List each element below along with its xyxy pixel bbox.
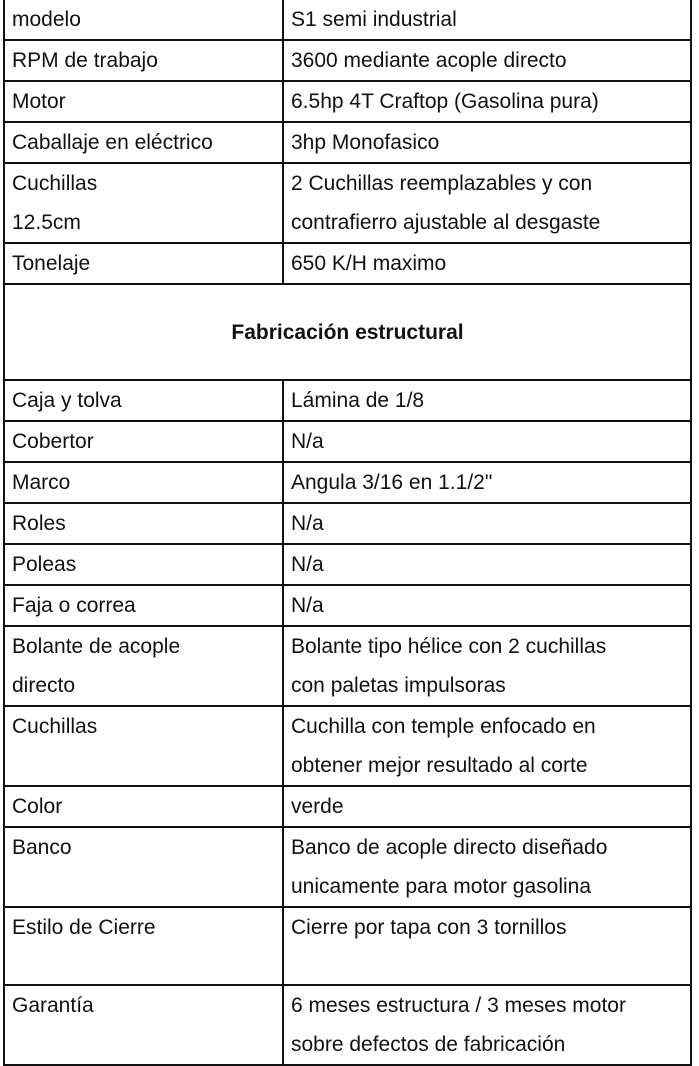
spec-value: Banco de acople directo diseñado unicamente para motor gasolina	[283, 827, 691, 907]
spec-label: Garantía	[4, 985, 283, 1065]
table-row	[4, 81, 691, 122]
spec-label: RPM de trabajo	[4, 40, 283, 81]
spec-value: Lámina de 1/8	[283, 380, 691, 421]
spec-value: Angula 3/16 en 1.1/2"	[283, 462, 691, 503]
spec-value: Bolante tipo hélice con 2 cuchillas con paletas impulsoras	[283, 626, 691, 706]
spec-label: Estilo de Cierre	[4, 907, 283, 985]
table-row	[4, 421, 691, 462]
spec-label: Roles	[4, 503, 283, 544]
spec-label: Poleas	[4, 544, 283, 585]
table-row	[4, 40, 691, 81]
spec-value: 2 Cuchillas reemplazables y con contrafierro ajustable al desgaste	[283, 163, 691, 243]
spec-value: 6.5hp 4T Craftop (Gasolina pura)	[283, 81, 691, 122]
table-row	[4, 544, 691, 585]
spec-value: N/a	[283, 421, 691, 462]
spec-value: N/a	[283, 585, 691, 626]
table-row	[4, 503, 691, 544]
spec-label: Cuchillas	[4, 706, 283, 786]
table-row	[4, 907, 691, 985]
spec-label: Tonelaje	[4, 243, 283, 284]
table-row	[4, 462, 691, 503]
spec-table	[3, 0, 692, 1066]
table-row	[4, 585, 691, 626]
table-row	[4, 985, 691, 1065]
spec-value: Cuchilla con temple enfocado en obtener mejor resultado al corte	[283, 706, 691, 786]
table-row	[4, 380, 691, 421]
spec-label: Color	[4, 786, 283, 827]
section-title: Fabricación estructural	[4, 284, 691, 380]
spec-value: N/a	[283, 503, 691, 544]
spec-value: Cierre por tapa con 3 tornillos	[283, 907, 691, 985]
spec-value: 3hp Monofasico	[283, 122, 691, 163]
spec-value: 6 meses estructura / 3 meses motor sobre defectos de fabricación	[283, 985, 691, 1065]
spec-label: Banco	[4, 827, 283, 907]
spec-label: Bolante de acople directo	[4, 626, 283, 706]
table-row	[4, 122, 691, 163]
table-row	[4, 786, 691, 827]
spec-label: Faja o correa	[4, 585, 283, 626]
spec-label: Caja y tolva	[4, 380, 283, 421]
spec-label: Marco	[4, 462, 283, 503]
spec-value: N/a	[283, 544, 691, 585]
table-row	[4, 626, 691, 706]
spec-label: Motor	[4, 81, 283, 122]
table-row	[4, 0, 691, 40]
table-row	[4, 163, 691, 243]
spec-label: modelo	[4, 0, 283, 40]
spec-label: Cobertor	[4, 421, 283, 462]
spec-value: 3600 mediante acople directo	[283, 40, 691, 81]
table-row	[4, 827, 691, 907]
section-row	[4, 284, 691, 380]
spec-value: S1 semi industrial	[283, 0, 691, 40]
spec-label: Cuchillas 12.5cm	[4, 163, 283, 243]
spec-label: Caballaje en eléctrico	[4, 122, 283, 163]
spec-value: 650 K/H maximo	[283, 243, 691, 284]
table-row	[4, 706, 691, 786]
spec-value: verde	[283, 786, 691, 827]
table-row	[4, 243, 691, 284]
spec-sheet	[3, 0, 690, 1066]
